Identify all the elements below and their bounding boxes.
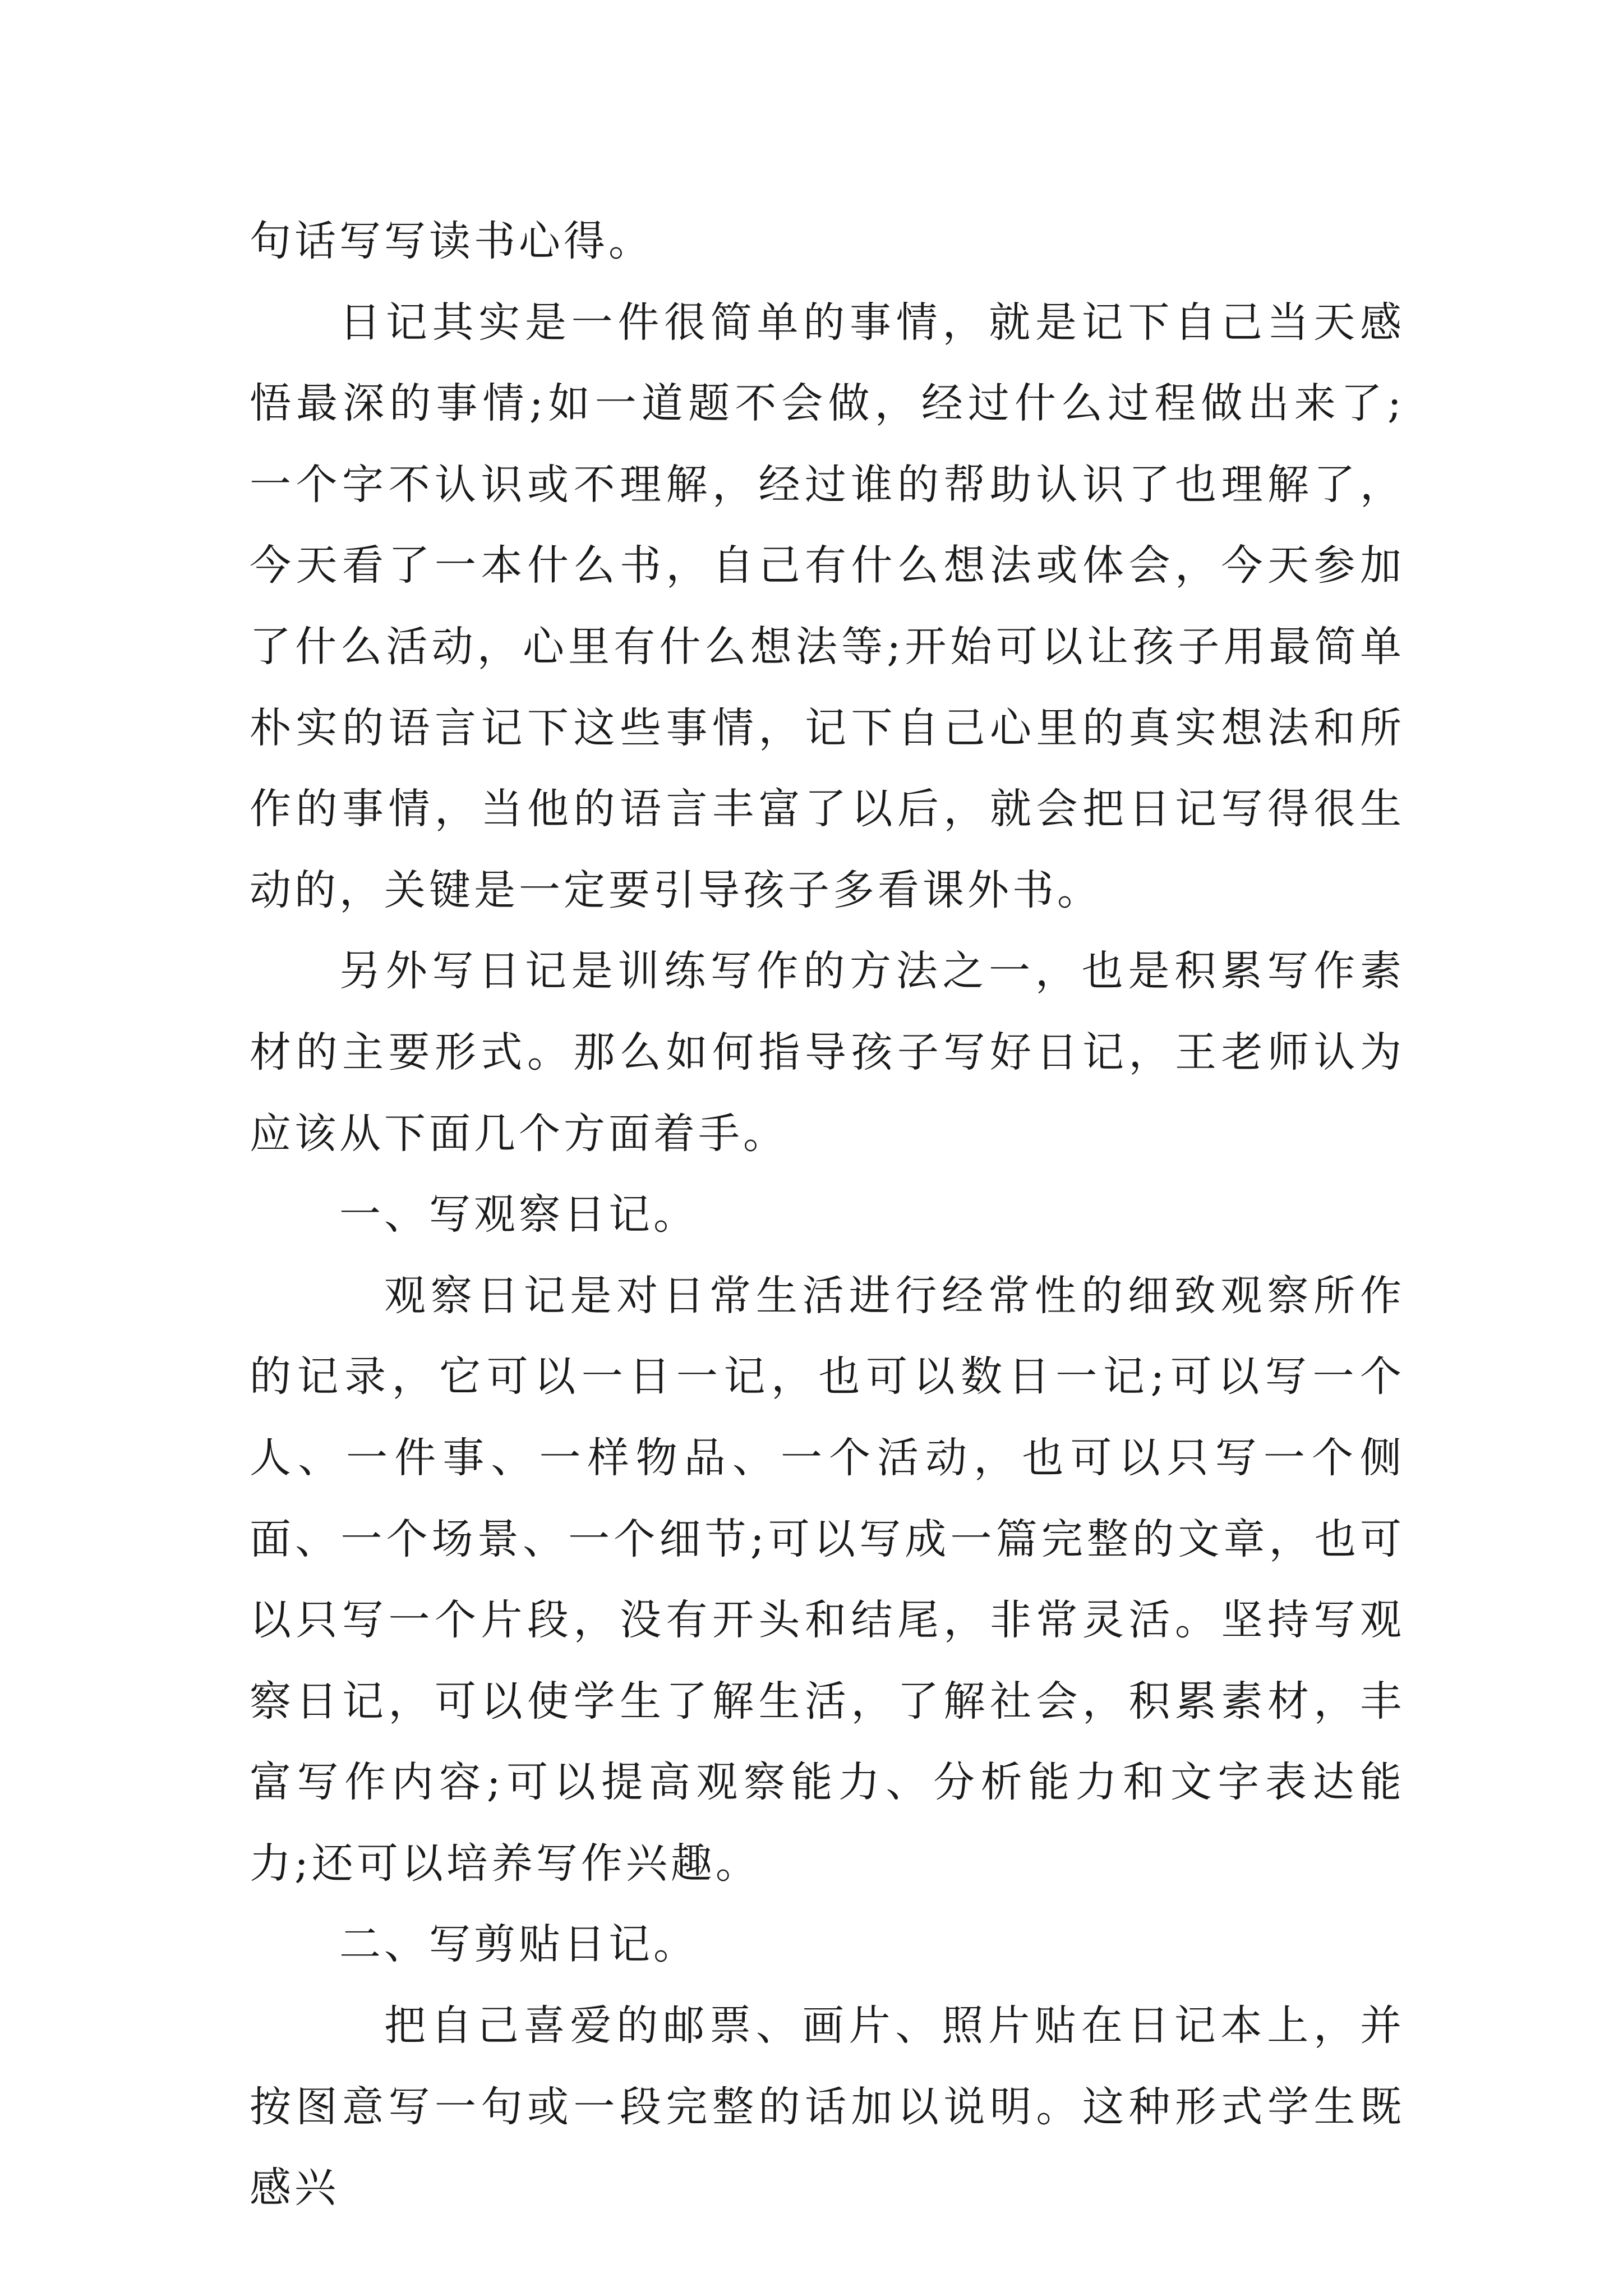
heading-scrapbook-diary: 二、写剪贴日记。 — [339, 1920, 698, 1969]
paragraph-diary-intro: 日记其实是一件很简单的事情，就是记下自己当天感悟最深的事情;如一道题不会做，经过什么过程做出来了;一个字不认识或不理解，经过谁的帮助认识了也理解了，今天看了一本什么书，自己有什么想法或体会，今天参加了什么活动，心里有什么想法等;开始可以让孩子用最简单朴实的语言记下这些事情，记下自己心里的真实想法和所作的事情，当他的语言丰富了以后，就会把日记写得很生动的，关键是一定要引导孩子多看课外书。 — [250, 298, 1405, 914]
paragraph-observation-diary: 观察日记是对日常生活进行经常性的细致观察所作的记录，它可以一日一记，也可以数日一记;可以写一个人、一件事、一样物品、一个活动，也可以只写一个侧面、一个场景、一个细节;可以写成一篇完整的文章，也可以只写一个片段，没有开头和结尾，非常灵活。坚持写观察日记，可以使学生了解生活，了解社会，积累素材，丰富写作内容;可以提高观察能力、分析能力和文字表达能力;还可以培养写作兴趣。 — [250, 1271, 1405, 1888]
paragraph-continuation: 句话写写读书心得。 — [250, 217, 653, 265]
heading-observation-diary: 一、写观察日记。 — [339, 1190, 698, 1239]
paragraph-scrapbook-diary: 把自己喜爱的邮票、画片、照片贴在日记本上，并按图意写一句或一段完整的话加以说明。这种形式学生既感兴 — [250, 2001, 1405, 2212]
document-body — [250, 201, 1405, 2229]
paragraph-writing-method: 另外写日记是训练写作的方法之一，也是积累写作素材的主要形式。那么如何指导孩子写好日记，王老师认为应该从下面几个方面着手。 — [250, 947, 1405, 1158]
